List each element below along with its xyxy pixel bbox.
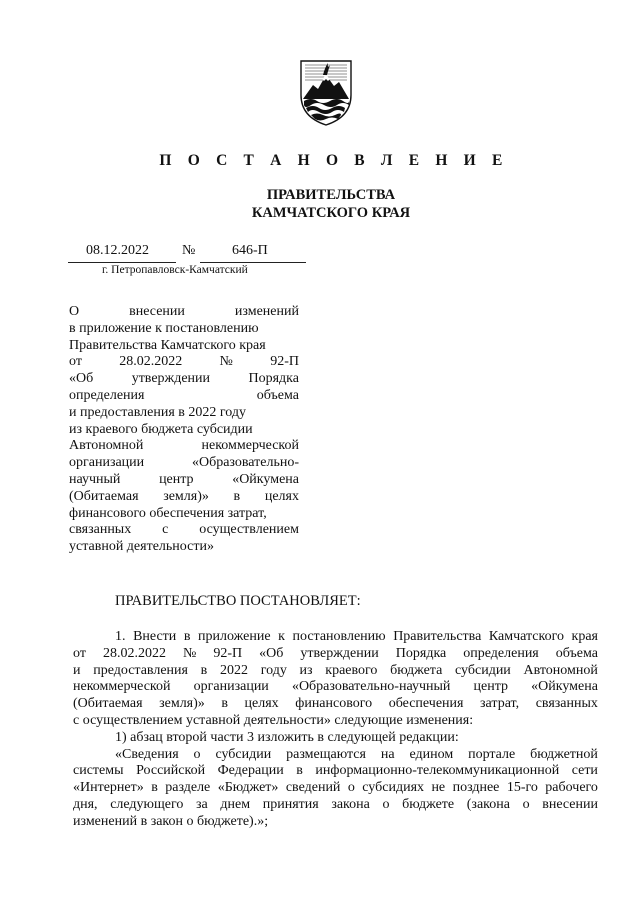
body-word: в (183, 629, 191, 644)
subject-word: внесении (129, 304, 185, 319)
body-word: «Образовательно-научный (291, 679, 451, 695)
body-word: дня, (73, 796, 98, 812)
body-word: организации (193, 679, 269, 695)
body-word: центр (473, 679, 509, 695)
body-word: принятия (262, 796, 319, 812)
body-word: целях (244, 696, 279, 712)
issuer-line-2: КАМЧАТСКОГО КРАЯ (251, 205, 411, 221)
body-word: объема (555, 645, 598, 661)
subject-line (69, 539, 299, 556)
subject-word: научный (69, 471, 121, 487)
subject-line (69, 354, 299, 371)
subject-line (69, 371, 299, 388)
body-word: затрат, (480, 696, 520, 712)
body-word: о (193, 746, 201, 762)
subject-word: определения (69, 387, 145, 403)
body-word: в (296, 763, 303, 779)
subject-word: из краевого бюджета субсидии (69, 421, 253, 437)
subject-word: 28.02.2022 (119, 354, 183, 370)
subject-word: изменений (234, 304, 299, 319)
body-word: Автономной (523, 662, 598, 678)
body-word: субсидии (455, 662, 511, 678)
body-line (73, 747, 598, 764)
body-word: «Интернет» (73, 780, 144, 796)
body-word: определения (463, 645, 539, 661)
body-word: обеспечения (388, 696, 464, 712)
body-word: о (522, 796, 530, 812)
date-underline (68, 262, 176, 263)
body-word: краевого (325, 662, 378, 678)
body-word: связанных (535, 696, 598, 712)
body-line (73, 629, 598, 646)
subject-line (69, 455, 299, 472)
body-word: предоставления (93, 662, 188, 678)
body-word: информационно-телекоммуникационной (315, 763, 560, 779)
body-word: в (151, 780, 158, 796)
body-word: (Обитаемая (73, 696, 143, 712)
subject-line (69, 338, 299, 355)
subject-line (69, 304, 299, 321)
decree-heading: ПРАВИТЕЛЬСТВО ПОСТАНОВЛЯЕТ: (115, 593, 361, 609)
subject-word: (Обитаемая (69, 488, 139, 504)
subject-word: в приложение к постановлению (69, 320, 259, 336)
body-word: финансового (295, 696, 373, 712)
subject-word: земля)» (163, 488, 209, 504)
issue-city: г. Петропавловск-Камчатский (102, 264, 248, 276)
body-word: «Об (259, 645, 284, 661)
subject-line (69, 506, 299, 523)
subject-line (69, 438, 299, 455)
document-type-title: П О С Т А Н О В Л Е Н И Е (159, 152, 509, 169)
subject-word: «Образовательно- (191, 455, 299, 471)
body-word: «Ойкумена (531, 679, 598, 695)
body-word: системы (73, 763, 124, 779)
document-body (73, 629, 598, 831)
body-line (73, 696, 598, 713)
subject-line (69, 472, 299, 489)
body-word: позднее (452, 780, 500, 796)
body-word: следующего (110, 796, 184, 812)
subject-line (69, 321, 299, 338)
subject-word: «Об (69, 371, 94, 387)
body-word: внесении (542, 796, 598, 812)
body-word: сведений (285, 780, 341, 796)
body-word: № (182, 645, 197, 661)
document-date: 08.12.2022 (86, 243, 149, 258)
subject-line (69, 422, 299, 439)
body-word: о (382, 796, 390, 812)
body-word: субсидии (215, 746, 272, 762)
body-word: закона (331, 796, 370, 812)
body-word: приложение (198, 629, 271, 644)
body-word: субсидиях (362, 780, 425, 796)
subject-word: в (233, 488, 241, 504)
body-line (73, 730, 598, 747)
body-word: Федерации (217, 763, 284, 779)
body-word: не (431, 780, 446, 796)
body-word: из (299, 662, 313, 678)
body-word: 92-П (213, 645, 243, 661)
body-word: Российской (136, 763, 206, 779)
body-line (73, 663, 598, 680)
subject-word: уставной деятельности» (69, 539, 214, 555)
body-line (73, 679, 598, 696)
body-word: портале (468, 746, 516, 762)
issuer-line-1: ПРАВИТЕЛЬСТВА (266, 187, 396, 203)
body-word: сети (571, 763, 598, 779)
body-line (73, 797, 598, 814)
subject-word: № (219, 354, 233, 370)
subject-word: от (69, 354, 82, 370)
body-word: края (571, 629, 598, 644)
subject-word: осуществлением (199, 522, 299, 538)
subject-line (69, 489, 299, 506)
body-word: днем (220, 796, 251, 812)
body-word: (закона (466, 796, 510, 812)
body-word: к (278, 629, 285, 644)
body-word: размещаются (286, 746, 366, 762)
subject-line (69, 405, 299, 422)
body-word: в (221, 696, 228, 712)
subject-word: О (69, 304, 80, 319)
body-word: о (347, 780, 355, 796)
body-word: 1. (115, 629, 126, 644)
body-word: на (380, 746, 395, 762)
body-word: Внести (133, 629, 177, 644)
body-word: Камчатского (488, 629, 564, 644)
subject-word: с (162, 522, 169, 538)
number-underline (200, 262, 306, 263)
subject-word: утверждении (131, 371, 211, 387)
body-word: году (260, 662, 287, 678)
document-number: 646-П (232, 243, 268, 258)
body-word: 15-го (506, 780, 538, 796)
subject-word: 92-П (270, 354, 299, 370)
kamchatka-coat-of-arms-icon (297, 55, 355, 127)
subject-word: центр (159, 471, 194, 487)
subject-word: Порядка (248, 371, 299, 387)
body-word: с осуществлением уставной деятельности» следующие изменения: (73, 712, 474, 728)
body-line (73, 763, 598, 780)
body-word: изменений в закон о бюджете).»; (73, 813, 269, 829)
body-word: разделе (165, 780, 211, 796)
body-word: некоммерческой (73, 679, 171, 695)
body-word: Правительства (393, 629, 482, 644)
subject-word: некоммерческой (201, 438, 299, 454)
subject-word: и предоставления в 2022 году (69, 404, 246, 420)
body-line (73, 814, 598, 831)
body-word: постановлению (292, 629, 386, 644)
body-word: и (73, 662, 81, 678)
body-line (73, 713, 598, 730)
body-word: земля)» (159, 696, 205, 712)
body-word: 1) абзац второй части 3 изложить в следующей редакции: (115, 729, 459, 745)
body-word: «Сведения (115, 746, 179, 762)
body-word: от (73, 645, 86, 661)
body-word: Порядка (395, 645, 447, 661)
subject-word: связанных (69, 522, 132, 538)
subject-line (69, 522, 299, 539)
body-word: 2022 (220, 662, 248, 678)
body-word: утверждении (300, 645, 379, 661)
subject-line (69, 388, 299, 405)
body-word: бюджета (390, 662, 443, 678)
subject-word: Автономной (69, 438, 144, 454)
number-sign: № (182, 243, 196, 258)
body-word: в (200, 662, 208, 678)
body-word: бюджетной (530, 746, 598, 762)
body-line (73, 780, 598, 797)
body-word: 28.02.2022 (102, 645, 166, 661)
issuer-block (0, 186, 640, 222)
subject-word: Правительства Камчатского края (69, 337, 266, 353)
body-line (73, 646, 598, 663)
body-word: бюджете (402, 796, 455, 812)
subject-word: финансового обеспечения затрат, (69, 505, 267, 521)
body-word: за (196, 796, 208, 812)
subject-word: организации (69, 455, 145, 471)
body-word: едином (409, 746, 454, 762)
body-word: рабочего (545, 780, 598, 796)
subject-word: целях (264, 488, 299, 504)
subject-word: «Ойкумена (232, 471, 299, 487)
document-subject (69, 304, 299, 556)
body-word: «Бюджет» (217, 780, 279, 796)
subject-word: объема (256, 387, 299, 403)
